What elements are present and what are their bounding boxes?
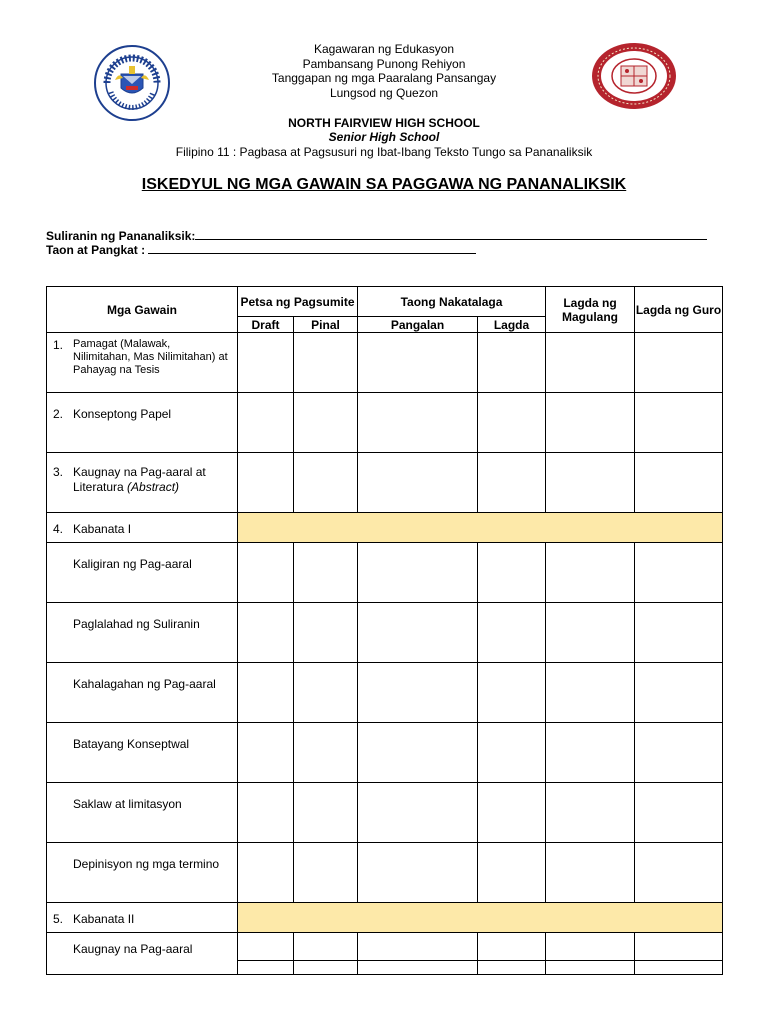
pangalan-cell[interactable] (358, 453, 478, 513)
task-number: 5. (53, 912, 64, 926)
task-label: Batayang Konseptwal (73, 737, 190, 751)
pinal-cell[interactable] (294, 723, 358, 783)
task-cell (47, 843, 238, 903)
pangalan-cell[interactable] (358, 333, 478, 393)
header-pangalan: Pangalan (358, 317, 478, 333)
table-row (47, 603, 723, 663)
header-line-2: Pambansang Punong Rehiyon (302, 56, 466, 71)
header-draft: Draft (238, 317, 294, 333)
pangalan-cell[interactable] (358, 843, 478, 903)
lagda-cell[interactable] (478, 723, 546, 783)
task-label: Paglalahad ng Suliranin (73, 617, 200, 631)
pangalan-cell[interactable] (358, 933, 478, 961)
draft-cell[interactable] (238, 723, 294, 783)
header-lagda-guro: Lagda ng Guro (635, 287, 723, 333)
suliranin-field[interactable] (46, 228, 707, 243)
table-row (47, 453, 723, 513)
pinal-cell[interactable] (294, 933, 358, 961)
taon-pangkat-blank-line[interactable] (148, 242, 476, 254)
task-cell (47, 723, 238, 783)
task-number: 4. (53, 522, 64, 536)
pangalan-cell[interactable] (358, 393, 478, 453)
draft-cell[interactable] (238, 333, 294, 393)
header-taong-nakatalaga: Taong Nakatalaga (358, 287, 546, 317)
pangalan-cell[interactable] (358, 663, 478, 723)
lagda-cell[interactable] (478, 333, 546, 393)
taon-pangkat-field[interactable] (46, 242, 476, 257)
guro-cell[interactable] (635, 843, 723, 903)
document-title: ISKEDYUL NG MGA GAWAIN SA PAGGAWA NG PANANALIKSIK (141, 176, 627, 193)
pinal-cell[interactable] (294, 333, 358, 393)
draft-cell[interactable] (238, 843, 294, 903)
table-row (47, 543, 723, 603)
table-row (47, 843, 723, 903)
lagda-cell[interactable] (478, 961, 546, 975)
header-pinal: Pinal (294, 317, 358, 333)
task-cell (47, 783, 238, 843)
task-cell (47, 513, 238, 543)
subject-line: Filipino 11 : Pagbasa at Pagsusuri ng Ibat-Ibang Teksto Tungo sa Pananaliksik (175, 145, 593, 159)
pangalan-cell[interactable] (358, 723, 478, 783)
pinal-cell[interactable] (294, 453, 358, 513)
pinal-cell[interactable] (294, 843, 358, 903)
table-row (47, 393, 723, 453)
pangalan-cell[interactable] (358, 783, 478, 843)
section-highlight-cell (238, 513, 723, 543)
task-cell (47, 903, 238, 933)
school-division: Senior High School (328, 130, 440, 144)
guro-cell[interactable] (635, 783, 723, 843)
agency-header (0, 42, 768, 100)
task-label: Konseptong Papel (73, 407, 172, 421)
magulang-cell[interactable] (546, 783, 635, 843)
header-line-3: Tanggapan ng mga Paaralang Pansangay (271, 71, 497, 85)
task-label-note: (Abstract) (127, 480, 180, 494)
lagda-cell[interactable] (478, 393, 546, 453)
header-petsa: Petsa ng Pagsumite (238, 287, 358, 317)
header-lagda: Lagda (478, 317, 546, 333)
guro-cell[interactable] (635, 723, 723, 783)
task-cell (47, 393, 238, 453)
table-row (47, 783, 723, 843)
schedule-table (46, 286, 723, 975)
magulang-cell[interactable] (546, 961, 635, 975)
task-label: Kaligiran ng Pag-aaral (73, 557, 192, 571)
lagda-cell[interactable] (478, 783, 546, 843)
header-line-1: Kagawaran ng Edukasyon (313, 42, 455, 56)
pinal-cell[interactable] (294, 961, 358, 975)
guro-cell[interactable] (635, 333, 723, 393)
table-row (47, 333, 723, 393)
pinal-cell[interactable] (294, 603, 358, 663)
task-cell (47, 543, 238, 603)
pangalan-cell[interactable] (358, 961, 478, 975)
lagda-cell[interactable] (478, 933, 546, 961)
header-lagda-magulang: Lagda ng Magulang (546, 287, 635, 333)
pinal-cell[interactable] (294, 663, 358, 723)
magulang-cell[interactable] (546, 663, 635, 723)
magulang-cell[interactable] (546, 543, 635, 603)
table-row (47, 723, 723, 783)
guro-cell[interactable] (635, 663, 723, 723)
pinal-cell[interactable] (294, 783, 358, 843)
taon-pangkat-label: Taon at Pangkat : (46, 243, 146, 257)
draft-cell[interactable] (238, 453, 294, 513)
pangalan-cell[interactable] (358, 603, 478, 663)
guro-cell[interactable] (635, 603, 723, 663)
draft-cell[interactable] (238, 663, 294, 723)
task-number: 2. (53, 407, 64, 421)
guro-cell[interactable] (635, 453, 723, 513)
guro-cell[interactable] (635, 933, 723, 961)
task-label: Saklaw at limitasyon (73, 797, 182, 811)
task-label: Kahalagahan ng Pag-aaral (73, 677, 216, 691)
draft-cell[interactable] (238, 933, 294, 961)
magulang-cell[interactable] (546, 843, 635, 903)
guro-cell[interactable] (635, 961, 723, 975)
magulang-cell[interactable] (546, 723, 635, 783)
draft-cell[interactable] (238, 393, 294, 453)
header-mga-gawain: Mga Gawain (47, 287, 238, 333)
lagda-cell[interactable] (478, 663, 546, 723)
task-cell (47, 333, 238, 393)
lagda-cell[interactable] (478, 543, 546, 603)
guro-cell[interactable] (635, 393, 723, 453)
suliranin-label: Suliranin ng Pananaliksik: (46, 229, 196, 243)
draft-cell[interactable] (238, 783, 294, 843)
task-cell (47, 603, 238, 663)
task-cell (47, 453, 238, 513)
header-line-4: Lungsod ng Quezon (329, 85, 439, 100)
magulang-cell[interactable] (546, 393, 635, 453)
task-label: Kaugnay na Pag-aaral at Literatura (73, 465, 206, 494)
task-label: Pamagat (Malawak, Nilimitahan, Mas Nilimitahan) at Pahayag na Tesis (73, 338, 228, 376)
guro-cell[interactable] (635, 543, 723, 603)
magulang-cell[interactable] (546, 603, 635, 663)
section-row (47, 513, 723, 543)
task-label: Depinisyon ng mga termino (73, 857, 220, 871)
pinal-cell[interactable] (294, 393, 358, 453)
section-highlight-cell (238, 903, 723, 933)
draft-cell[interactable] (238, 603, 294, 663)
task-label: Kabanata II (73, 912, 135, 926)
magulang-cell[interactable] (546, 933, 635, 961)
task-cell (47, 663, 238, 723)
table-row (47, 933, 723, 961)
section-row (47, 903, 723, 933)
lagda-cell[interactable] (478, 603, 546, 663)
lagda-cell[interactable] (478, 843, 546, 903)
draft-cell[interactable] (238, 961, 294, 975)
draft-cell[interactable] (238, 543, 294, 603)
suliranin-blank-line[interactable] (195, 228, 707, 240)
task-label: Kaugnay na Pag-aaral (73, 942, 193, 956)
table-row (47, 663, 723, 723)
magulang-cell[interactable] (546, 453, 635, 513)
lagda-cell[interactable] (478, 453, 546, 513)
school-name: NORTH FAIRVIEW HIGH SCHOOL (288, 116, 480, 130)
task-label: Kabanata I (73, 522, 132, 536)
pinal-cell[interactable] (294, 543, 358, 603)
magulang-cell[interactable] (546, 333, 635, 393)
pangalan-cell[interactable] (358, 543, 478, 603)
task-cell (47, 933, 238, 975)
task-number: 1. (53, 338, 64, 352)
task-number: 3. (53, 465, 64, 479)
